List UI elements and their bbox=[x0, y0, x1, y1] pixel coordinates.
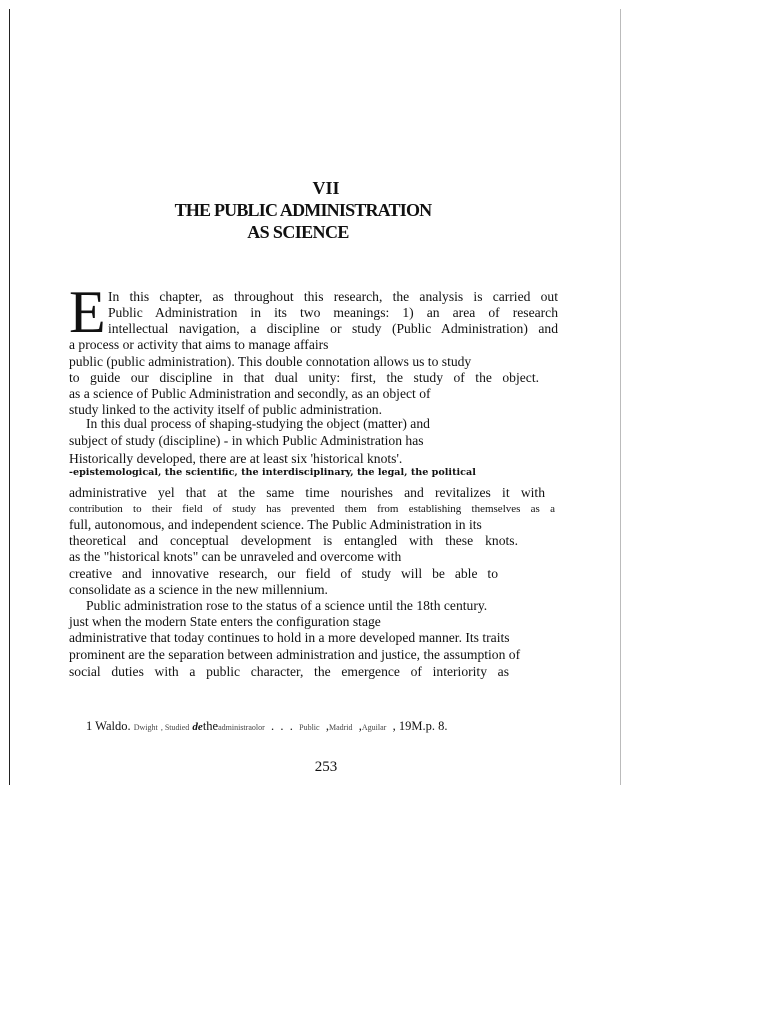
body-line: study linked to the activity itself of public administration. bbox=[69, 402, 382, 417]
body-line: a process or activity that aims to manage affairs bbox=[69, 337, 329, 352]
chapter-title-line-1: THE PUBLIC ADMINISTRATION bbox=[174, 200, 432, 220]
footnote-fragment: Madrid bbox=[328, 723, 353, 732]
footnote-fragment: administraolor bbox=[218, 723, 265, 732]
body-line: full, autonomous, and independent science. The Public Administration in its bbox=[69, 517, 482, 532]
footnote-tail: 19M.p. 8. bbox=[398, 719, 448, 733]
body-line: intellectual navigation, a discipline or study (Public Administration) and bbox=[108, 321, 558, 336]
body-line: -epistemological, the scientific, the interdisciplinary, the legal, the political bbox=[69, 467, 476, 478]
body-line: Public Administration in its two meanings: 1) an area of research bbox=[108, 305, 558, 320]
drop-cap: E bbox=[69, 279, 106, 345]
footnote-fragment: Public bbox=[299, 723, 320, 732]
chapter-title-line-2: AS SCIENCE bbox=[247, 222, 349, 242]
body-line: theoretical and conceptual development is entangled with these knots. bbox=[69, 533, 518, 548]
body-line: In this dual process of shaping-studying the object (matter) and bbox=[86, 416, 430, 431]
body-line: Public administration rose to the status of a science until the 18th century. bbox=[86, 598, 488, 613]
right-margin-rule bbox=[620, 9, 621, 785]
body-line: subject of study (discipline) - in which Public Administration has bbox=[69, 433, 424, 448]
footnote: 1 Waldo. Dwight , Studied detheadministraolor . . . Public ,Madrid ,Aguilar , 19M.p. 8. bbox=[86, 719, 448, 733]
body-line: public (public administration). This double connotation allows us to study bbox=[69, 354, 472, 369]
body-line: contribution to their field of study has prevented them from establishing themselves as a bbox=[69, 503, 555, 515]
footnote-fragment: the bbox=[202, 719, 219, 733]
footnote-fragment: , Studied bbox=[160, 723, 190, 732]
chapter-number: VII bbox=[312, 178, 340, 198]
footnote-fragment: Dwight bbox=[133, 723, 158, 732]
body-line: administrative that today continues to hold in a more developed manner. Its traits bbox=[69, 630, 510, 645]
body-line: prominent are the separation between administration and justice, the assumption of bbox=[69, 647, 521, 662]
page-number: 253 bbox=[314, 759, 338, 775]
body-line: In this chapter, as throughout this research, the analysis is carried out bbox=[108, 289, 558, 304]
footnote-lead: 1 Waldo. bbox=[86, 719, 131, 733]
footnote-fragment: de bbox=[192, 721, 203, 733]
body-line: just when the modern State enters the configuration stage bbox=[69, 614, 381, 629]
footnote-fragment: Aguilar bbox=[361, 723, 387, 732]
left-margin-rule bbox=[9, 9, 10, 785]
body-line: Historically developed, there are at least six 'historical knots'. bbox=[69, 451, 403, 466]
body-line: social duties with a public character, the emergence of interiority as bbox=[69, 664, 509, 679]
body-line: creative and innovative research, our field of study will be able to bbox=[69, 566, 498, 581]
body-line: consolidate as a science in the new millennium. bbox=[69, 582, 328, 597]
body-line: as a science of Public Administration and secondly, as an object of bbox=[69, 386, 431, 401]
body-line: as the "historical knots" can be unraveled and overcome with bbox=[69, 549, 402, 564]
body-line: to guide our discipline in that dual unity: first, the study of the object. bbox=[69, 370, 539, 385]
body-line: administrative yel that at the same time nourishes and revitalizes it with bbox=[69, 485, 545, 500]
